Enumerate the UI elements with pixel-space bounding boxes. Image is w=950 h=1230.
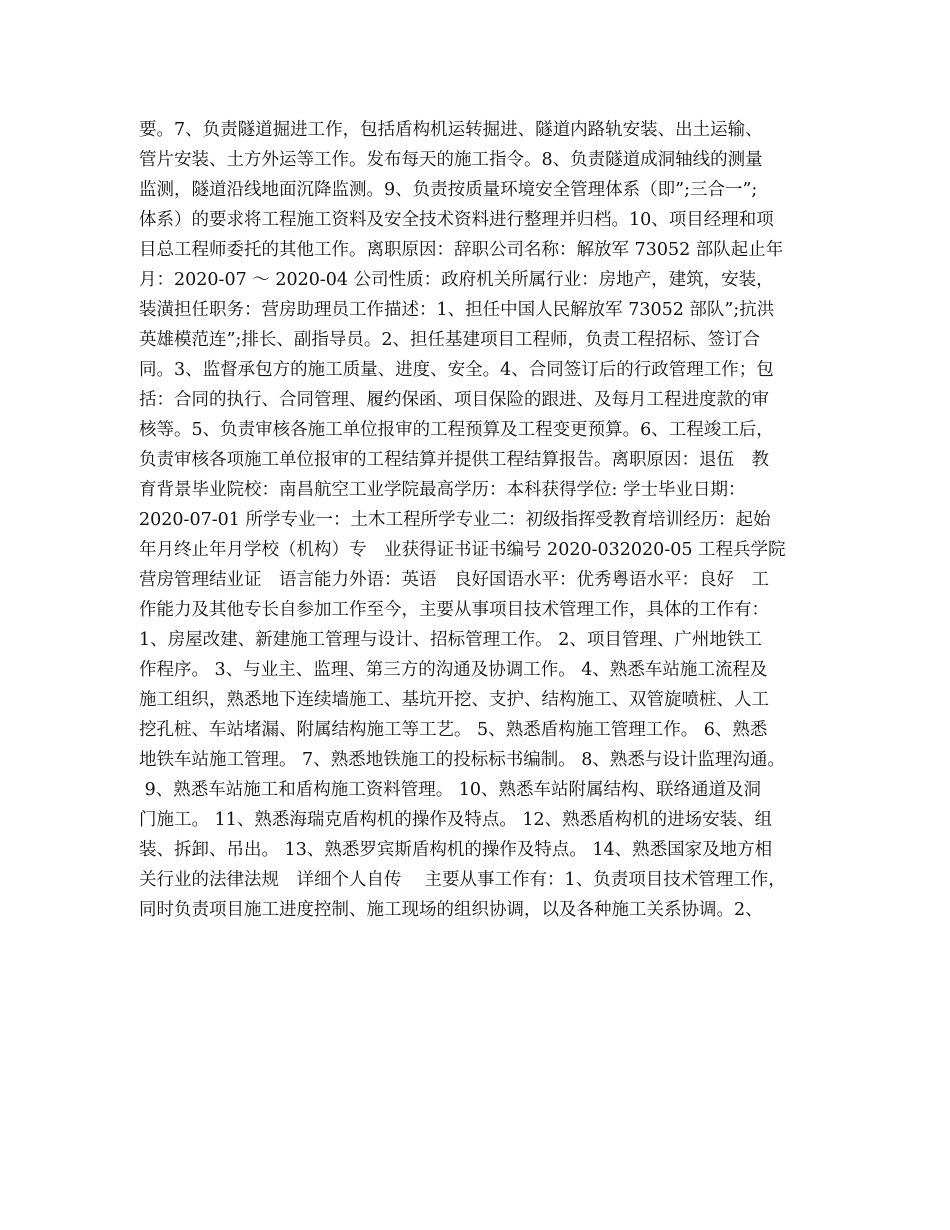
text-line: 同时负责项目施工进度控制、施工现场的组织协调，以及各种施工关系协调。2、 <box>139 900 763 920</box>
text-line: 月：2020-07 ～ 2020-04 公司性质：政府机关所属行业：房地产，建筑，安装， <box>139 270 774 290</box>
text-line: 关行业的法律法规 详细个人自传 主要从事工作有：1、负责项目技术管理工作， <box>139 870 786 890</box>
text-line: 体系）的要求将工程施工资料及安全技术资料进行整理并归档。10、项目经理和项 <box>139 210 774 230</box>
text-line: 作能力及其他专长自参加工作至今，主要从事项目技术管理工作，具体的工作有： <box>139 600 769 620</box>
text-line: 装、拆卸、吊出。 13、熟悉罗宾斯盾构机的操作及特点。 14、熟悉国家及地方相 <box>139 840 773 860</box>
text-line: 同。3、监督承包方的施工质量、进度、安全。4、合同签订后的行政管理工作；包 <box>139 360 774 380</box>
text-line: 管片安装、土方外运等工作。发布每天的施工指令。8、负责隧道成洞轴线的测量 <box>139 150 763 170</box>
text-line: 核等。5、负责审核各施工单位报审的工程预算及工程变更预算。6、工程竣工后， <box>139 420 774 440</box>
body-text <box>139 115 829 925</box>
text-line: 装潢担任职务：营房助理员工作描述：1、担任中国人民解放军 73052 部队”;抗洪 <box>139 300 775 320</box>
text-line: 作程序。 3、与业主、监理、第三方的沟通及协调工作。 4、熟悉车站施工流程及 <box>139 660 768 680</box>
text-line: 年月终止年月学校（机构）专 业获得证书证书编号 2020-032020-05 工程兵学院 <box>139 540 786 560</box>
text-line: 负责审核各项施工单位报审的工程结算并提供工程结算报告。离职原因：退伍 教 <box>139 450 769 470</box>
text-line: 9、熟悉车站施工和盾构施工资料管理。 10、熟悉车站附属结构、联络通道及洞 <box>139 780 762 800</box>
text-line: 要。7、负责隧道掘进工作，包括盾构机运转掘进、隧道内路轨安装、出土运输、 <box>139 120 763 140</box>
text-line: 目总工程师委托的其他工作。离职原因：辞职公司名称：解放军 73052 部队起止年 <box>139 240 784 260</box>
text-line: 营房管理结业证 语言能力外语：英语 良好国语水平：优秀粤语水平：良好 工 <box>139 570 769 590</box>
text-line: 施工组织，熟悉地下连续墙施工、基坑开挖、支护、结构施工、双管旋喷桩、人工 <box>139 690 769 710</box>
text-line: 括：合同的执行、合同管理、履约保函、项目保险的跟进、及每月工程进度款的审 <box>139 390 769 410</box>
text-line: 地铁车站施工管理。 7、熟悉地铁施工的投标标书编制。 8、熟悉与设计监理沟通。 <box>139 750 785 770</box>
text-line: 挖孔桩、车站堵漏、附属结构施工等工艺。 5、熟悉盾构施工管理工作。 6、熟悉 <box>139 720 768 740</box>
text-line: 2020-07-01 所学专业一：土木工程所学专业二：初级指挥受教育培训经历：起始 <box>139 510 771 530</box>
text-line: 监测，隧道沿线地面沉降监测。9、负责按质量环境安全管理体系（即”;三合一”; <box>139 180 758 200</box>
text-line: 1、房屋改建、新建施工管理与设计、招标管理工作。 2、项目管理、广州地铁工 <box>139 630 762 650</box>
text-line: 门施工。 11、熟悉海瑞克盾构机的操作及特点。 12、熟悉盾构机的进场安装、组 <box>139 810 773 830</box>
text-line: 育背景毕业院校：南昌航空工业学院最高学历：本科获得学位: 学士毕业日期： <box>139 480 746 500</box>
text-line: 英雄模范连”;排长、副指导员。2、担任基建项目工程师，负责工程招标、签订合 <box>139 330 760 350</box>
